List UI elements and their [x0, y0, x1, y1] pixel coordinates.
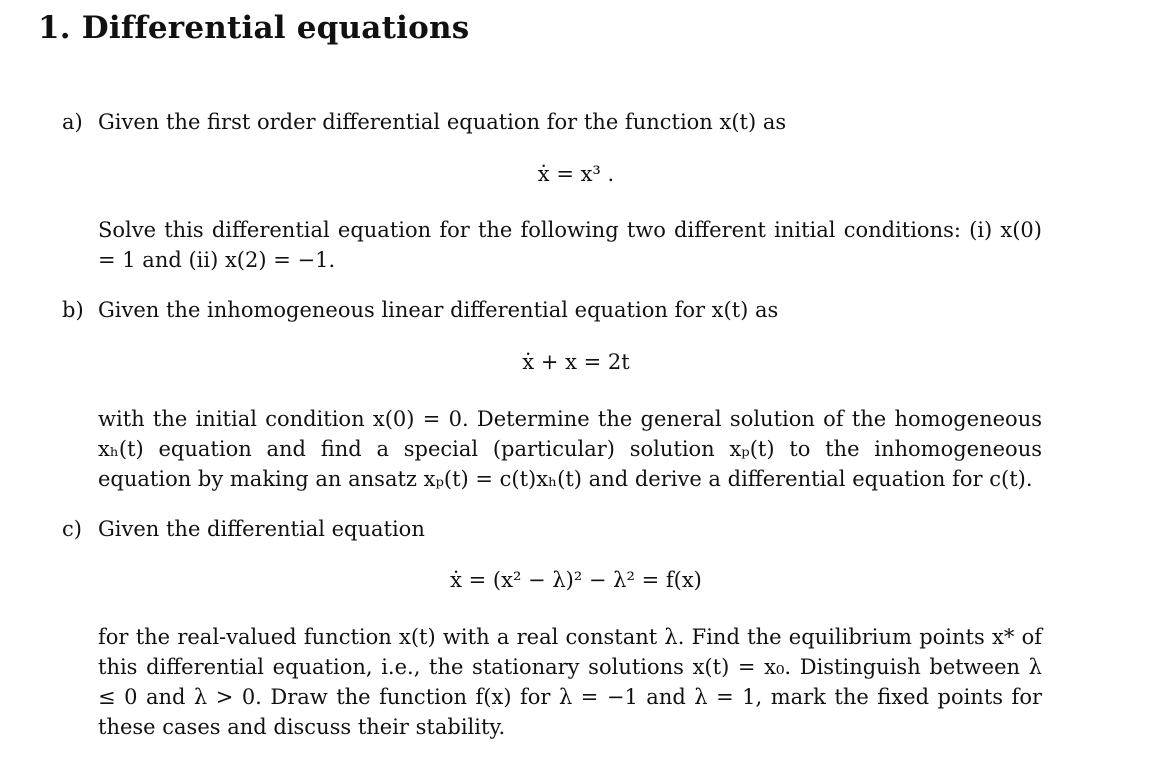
part-b-equation: ẋ + x = 2t [522, 350, 630, 374]
part-a-label: a) [62, 110, 83, 134]
section-title: 1. Differential equations [38, 10, 470, 46]
part-c-body: for the real-valued function x(t) with a real constant λ. Find the equilibrium points x* of this differential equation, i.e., the stationary solutions x(t) = x₀. Distinguish between λ ≤ 0 and λ > 0. Draw the function f(x) for λ = −1 and λ = 1, mark the fixed points for these cases and discuss their stability. [98, 625, 1042, 739]
part-c-label: c) [62, 517, 82, 541]
part-a-intro: Given the first order differential equation for the function x(t) as [98, 110, 787, 134]
part-c-equation: ẋ = (x² − λ)² − λ² = f(x) [450, 568, 702, 592]
part-b-label: b) [62, 298, 84, 322]
part-b-body: with the initial condition x(0) = 0. Determine the general solution of the homogeneous xₕ(t) equation and find a special (particular) solution xₚ(t) to the inhomogeneous equation by making an ansatz xₚ(t) = c(t)xₕ(t) and derive a differential equation for c(t). [98, 407, 1042, 491]
part-a-equation: ẋ = x³ . [537, 162, 615, 186]
part-c-intro: Given the differential equation [98, 517, 425, 541]
part-a-body: Solve this differential equation for the following two different initial conditions: (i) x(0) = 1 and (ii) x(2) = −1. [98, 218, 1042, 272]
part-b-intro: Given the inhomogeneous linear differential equation for x(t) as [98, 298, 779, 322]
